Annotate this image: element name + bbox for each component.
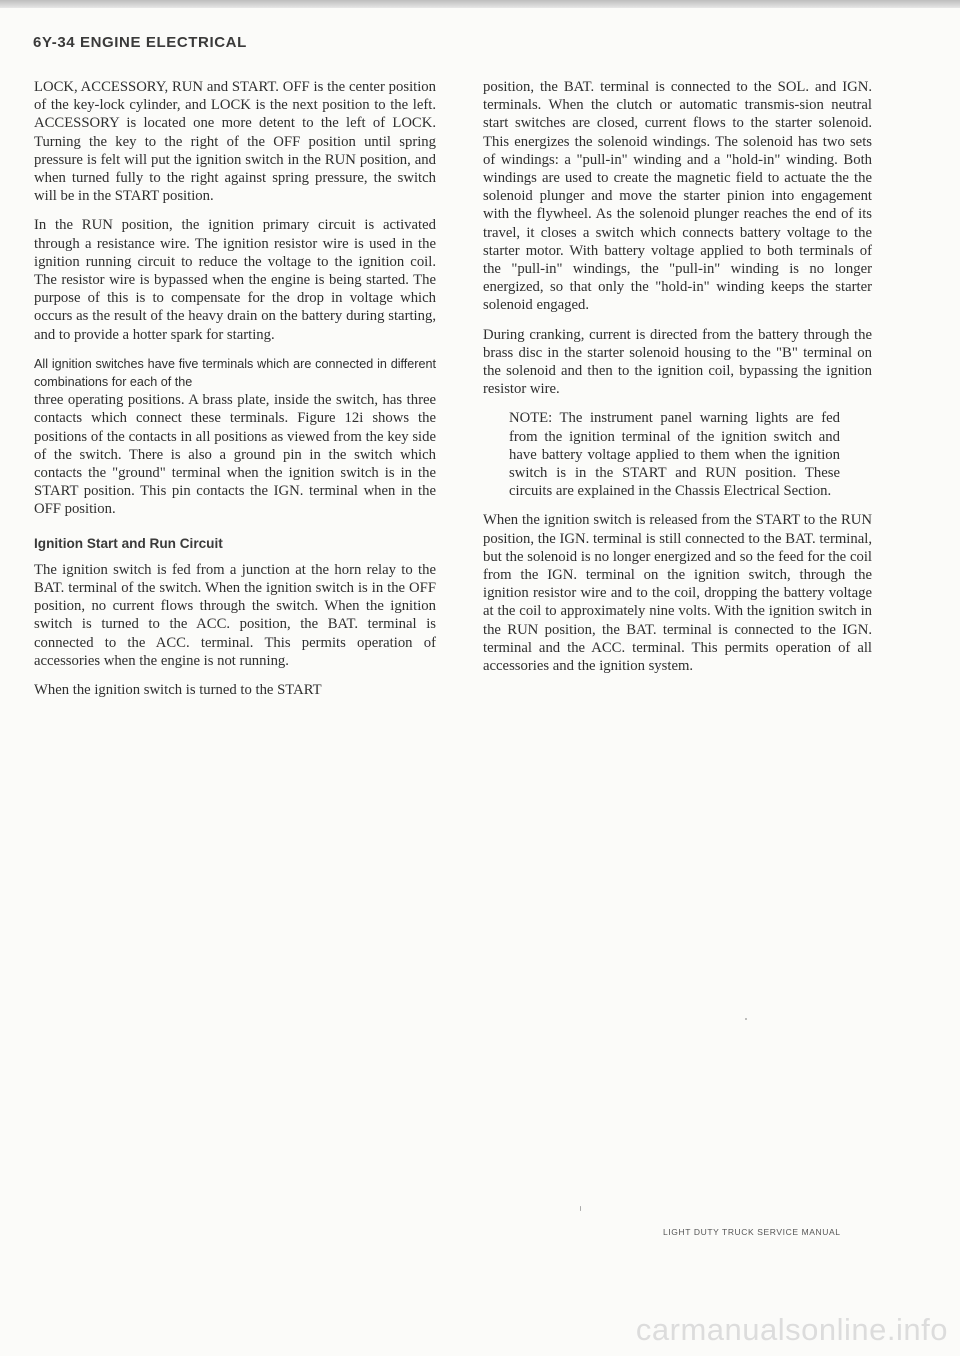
- right-column: [483, 78, 872, 686]
- watermark: carmanualsonline.info: [635, 1312, 948, 1347]
- paragraph: LOCK, ACCESSORY, RUN and START. OFF is the center position of the key-lock cylinder, and LOCK is the next position to the left. ACCESSORY is located one more detent to the left of LOCK. Turning the key to the right of the OFF position until spring pressure is felt will put the ignition switch in the RUN position, and when turned fully to the right against spring pressure, the switch will be in the START position.: [34, 79, 436, 205]
- paragraph: In the RUN position, the ignition primary circuit is activated through a resistance wire. The ignition resistor wire is used in the ignition running circuit to reduce the voltage to the ignition coil. The resistor wire is bypassed when the engine is being started. The purpose of this is to compensate for the drop in voltage which occurs as the result of the heavy drain on the battery during starting, and to provide a hotter spark for starting.: [34, 217, 436, 343]
- left-column: [34, 78, 436, 710]
- scan-speck: [745, 1018, 747, 1020]
- paragraph: three operating positions. A brass plate, inside the switch, has three contacts which connect these terminals. Figure 12i shows the positions of the contacts in all positions as viewed from the key side of the switch. There is also a ground pin in the switch which contacts the "ground" terminal when the ignition switch is in the START position. This pin contacts the IGN. terminal when in the OFF position.: [34, 392, 436, 518]
- paragraph: When the ignition switch is released from the START to the RUN position, the IGN. terminal is still connected to the BAT. terminal, but the solenoid is no longer energized and so the feed for the coil from the IGN. terminal on the ignition switch, through the ignition resistor wire and to the coil, dropping the battery voltage at the coil to approximately nine volts. With the ignition switch in the RUN position, the BAT. terminal is connected to the IGN. terminal and the ACC. terminal. This permits operation of all accessories and the ignition system.: [483, 512, 872, 675]
- paragraph: position, the BAT. terminal is connected to the SOL. and IGN. terminals. When the clutch or automatic transmis-sion neutral start switches are closed, current flows to the starter solenoid. This energizes the solenoid windings. The solenoid has two sets of windings: a "pull-in" winding and a "hold-in" winding. Both windings are used to create the magnetic field to actuate the the solenoid plunger and move the starter pinion into engagement with the flywheel. As the solenoid plunger reaches the end of its travel, it closes a switch which connects battery voltage to the starter motor. With battery voltage applied to both terminals of the "pull-in" windings, the "pull-in" winding is no longer energized, so that only the "hold-in" winding keeps the starter solenoid engaged.: [483, 79, 872, 314]
- paragraph: During cranking, current is directed from the battery through the brass disc in the starter solenoid housing to the "B" terminal on the solenoid and then to the ignition coil, bypassing the ignition resistor wire.: [483, 326, 872, 398]
- section-heading: Ignition Start and Run Circuit: [34, 535, 223, 551]
- paragraph: When the ignition switch is turned to the START: [34, 682, 322, 699]
- paragraph: All ignition switches have five terminals which are connected in different combinations for each of the: [34, 356, 436, 390]
- scan-speck: [580, 1206, 581, 1211]
- top-border-rule: [0, 0, 960, 8]
- paragraph: The ignition switch is fed from a junction at the horn relay to the BAT. terminal of the switch. When the ignition switch is in the OFF position, no current flows through the switch. When the ignition switch is turned to the ACC. position, the BAT. terminal is connected to the ACC. terminal. This permits operation of accessories when the engine is not running.: [34, 561, 436, 669]
- note-block: NOTE: The instrument panel warning lights are fed from the ignition terminal of the ignition switch and have battery voltage applied to them when the ignition switch is in the START and RUN position. These circuits are explained in the Chassis Electrical Section.: [509, 410, 840, 500]
- footer-manual-title: LIGHT DUTY TRUCK SERVICE MANUAL: [663, 1227, 841, 1237]
- running-head: 6Y-34 ENGINE ELECTRICAL: [33, 34, 247, 51]
